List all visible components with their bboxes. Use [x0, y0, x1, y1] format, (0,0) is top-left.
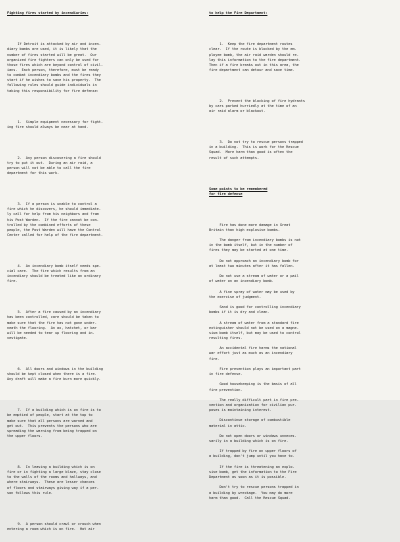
help-item-2: 2. Prevent the blocking of fire hydrants by cars parked hurriedly at the time of an air raid alarm or blackout.	[209, 98, 305, 114]
point-item: If the fire is threatening an explo- sive bomb, get the information to the Fire Department as soon as it is possible.	[209, 464, 297, 480]
point-item: The danger from incendiary bombs is not in the bomb itself, but in the number of fires they may be started at one time.	[209, 238, 301, 253]
point-item: If trapped by fire on upper floors of a building, don't jump until you have to.	[209, 449, 297, 459]
point-item: A stream of water from a standard fire extinguisher should not be used on a magne- sium bomb itself, but may be used to control resulting fires.	[209, 320, 301, 340]
spacer	[7, 248, 192, 253]
spacer	[7, 352, 192, 357]
spacer	[7, 393, 192, 398]
section-heading-help-fire-department: to help the Fire Department:	[209, 11, 268, 16]
point-item: Don't try to rescue persons trapped in a building by wreckage. You may do more harm than good. Call the Rescue Squad.	[209, 485, 299, 500]
point-item: Do not open doors or windows unneces- sarily in a building which is on fire.	[209, 433, 297, 444]
rule-item-3: 3. If a person is unable to control a fire which he discovers, he should immediate- ly call for help from his neighbors and from his Post Warden. If the fire cannot be con- trolled by the combined efforts of these people, the Post Warden will have the Control Center called for help of the fire department.	[7, 202, 103, 237]
point-item: A fine spray of water may be used by the exercise of judgment.	[209, 289, 295, 299]
rule-item-2: 2. Any person discovering a fire should try to put it out. During an air raid, a person will not be able to call the fire department for this work.	[7, 155, 101, 176]
left-column	[7, 1, 192, 542]
rule-item-6: 6. All doors and windows in the building should be kept closed when there is a fire. Any draft will make a fire burn more quickly.	[7, 366, 103, 382]
rule-item-1: 1. Simple equipment necessary for fight- ing fire should always be near at hand.	[7, 119, 103, 129]
spacer	[209, 207, 394, 212]
help-item-3: 3. Do not try to rescue persons trapped in a building. This is work for the Rescue Squad. More harm than good is often the result of such attempts.	[209, 140, 303, 160]
points-list	[209, 223, 394, 501]
point-item: Fire prevention plays an important part in fire defense.	[209, 366, 301, 377]
point-item: Do not use a stream of water or a pail of water on an incendiary bomb.	[209, 274, 299, 284]
spacer	[209, 83, 394, 88]
help-item-1: 1. Keep the fire department routes clear. If the route is blocked by the em- ployee bomb, the air raid warden should re- lay this information to the fire department. Then if a fire breaks out in this area, the fire department can detour and save time.	[209, 42, 301, 73]
rule-item-8: 8. In leaving a building which is on fire or in fighting a large blaze, stay close to the walls of the rooms and hallways, and where stairways. These are lesser chances of floors and stairways giving way if a per- son follows this rule.	[7, 464, 101, 495]
point-item: Do not approach an incendiary bomb for at least two minutes after it has fallen.	[209, 258, 299, 268]
section-heading-points-to-remember: Some points to be remembered for fire defense	[209, 186, 268, 196]
spacer	[209, 171, 394, 176]
right-column	[209, 1, 394, 511]
section-heading-fighting-fires: Fighting fires started by incendiaries:	[7, 11, 89, 16]
point-item: An accidental fire harms the national war effort just as much as an incendiary fire.	[209, 346, 297, 361]
point-item: Fire has done more damage in Great Britain than high explosive bombs.	[209, 222, 291, 232]
spacer	[7, 27, 192, 32]
spacer	[209, 27, 394, 32]
rule-item-7: 7. If a building which is on fire is to be emptied of people, start at the top to make sure that all persons are warned and get out. This prevents the persons who are spreading the warning from being trapped on the upper floors.	[7, 408, 101, 438]
rule-item-4: 4. An incendiary bomb itself needs spe- cial care. The fire which results from an incendiary should be treated like an ordinary fire.	[7, 263, 101, 284]
spacer	[7, 104, 192, 109]
spacer	[7, 140, 192, 145]
rule-item-9: 9. A person should crawl or crouch when entering a room which is on fire. Hot air	[7, 521, 101, 531]
spacer	[7, 295, 192, 300]
spacer	[7, 187, 192, 192]
intro-paragraph: If Detroit is attacked by air and incen- diary bombs are used, it is likely that the number of fires started will be great. Our organized fire fighters can only be used for those fires which are beyond control of civil- ians. Each person, therefore, must be ready to combat incendiary bombs and the fires they start if he wishes to save his property. The following rules should guide individuals in taking this responsibility for fire defense:	[7, 42, 103, 93]
point-item: Discontinue storage of combustible material in attic.	[209, 418, 291, 428]
spacer	[209, 125, 394, 130]
spacer	[7, 506, 192, 511]
point-item: Sand is good for controlling incendiary bombs if it is dry and clean.	[209, 305, 301, 315]
point-item: Good housekeeping is the basis of all fire prevention.	[209, 382, 297, 392]
rule-item-5: 5. After a fire caused by an incendiary has been controlled, care should be taken to make sure that the fire has not gone under- neath the flooring. An ax, hatchet, or bar will be needed to tear up flooring and in- vestigate.	[7, 310, 101, 341]
spacer	[7, 449, 192, 454]
point-item: The really difficult part in fire pre- vention and organization for civilian pur- poses is maintaining interest.	[209, 397, 299, 413]
